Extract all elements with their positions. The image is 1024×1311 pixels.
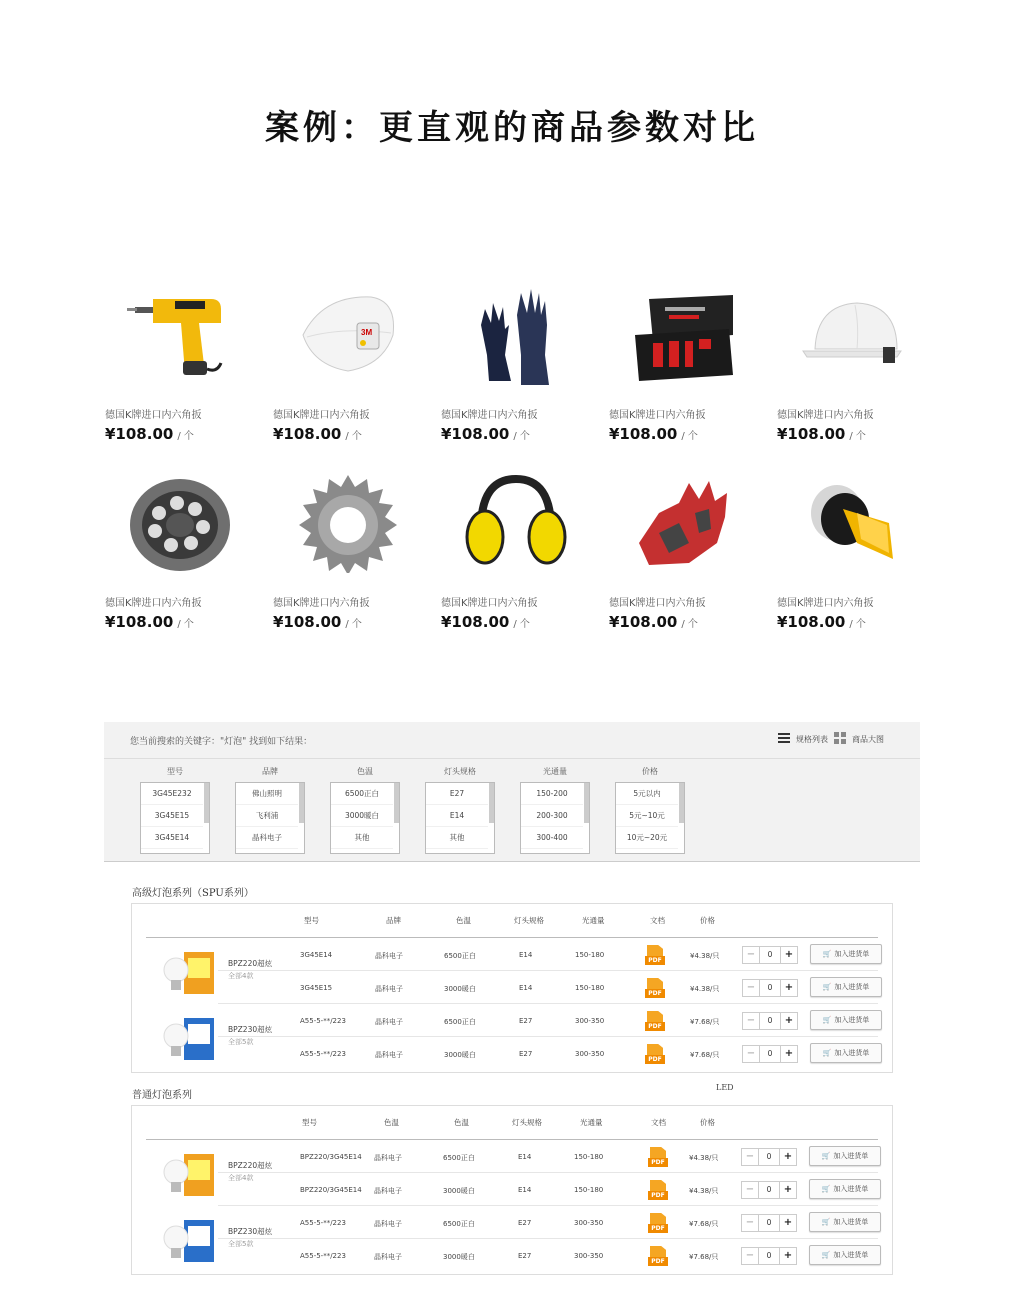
product-group-name: BPZ230超炫 bbox=[228, 1227, 273, 1236]
quantity-stepper[interactable] bbox=[741, 1247, 797, 1265]
decrement-button[interactable]: − bbox=[743, 947, 760, 963]
cell-brand: 晶科电子 bbox=[374, 1187, 402, 1195]
cell-brand: 晶科电子 bbox=[375, 1018, 403, 1026]
product-row bbox=[100, 280, 940, 468]
table-header bbox=[146, 904, 878, 938]
filter-option[interactable]: 300-400 bbox=[521, 827, 583, 849]
work-gloves-icon bbox=[451, 280, 581, 390]
quantity-stepper[interactable] bbox=[742, 946, 798, 964]
filter-scrollbar[interactable] bbox=[204, 783, 209, 823]
product-name: 德国K牌进口内六角扳 bbox=[273, 598, 370, 609]
search-filter-panel bbox=[104, 722, 920, 862]
add-to-cart-button[interactable]: 🛒 加入进货单 bbox=[809, 1179, 881, 1199]
cell-color-temp: 3000暖白 bbox=[443, 1253, 475, 1261]
product-card[interactable] bbox=[772, 468, 940, 656]
product-card[interactable] bbox=[772, 280, 940, 468]
product-group-count[interactable]: 全部4款 bbox=[228, 972, 254, 980]
cell-base: E14 bbox=[519, 951, 533, 959]
cell-color-temp: 6500正白 bbox=[443, 1220, 475, 1228]
cell-price: ¥4.38/只 bbox=[689, 1187, 719, 1195]
cart-icon: 🛒 bbox=[821, 1185, 831, 1193]
filter-option[interactable]: 佛山照明 bbox=[236, 783, 298, 805]
pdf-icon[interactable]: PDF bbox=[648, 1213, 668, 1233]
pdf-icon[interactable]: PDF bbox=[648, 1147, 668, 1167]
increment-button[interactable]: + bbox=[780, 980, 797, 996]
filter-option[interactable]: 200-300 bbox=[521, 805, 583, 827]
product-card[interactable] bbox=[268, 280, 436, 468]
filter-option[interactable]: 6500正白 bbox=[331, 783, 393, 805]
product-group-name: BPZ220超炫 bbox=[228, 1161, 273, 1170]
increment-button[interactable]: + bbox=[779, 1248, 796, 1264]
filter-scrollbar[interactable] bbox=[394, 783, 399, 823]
filter-scrollbar[interactable] bbox=[679, 783, 684, 823]
filter-color-temp bbox=[330, 766, 400, 854]
col-header: 光通量 bbox=[580, 1118, 603, 1127]
product-name: 德国K牌进口内六角扳 bbox=[777, 598, 874, 609]
cell-price: ¥7.68/只 bbox=[690, 1051, 720, 1059]
cell-lumen: 150-180 bbox=[575, 951, 605, 959]
col-header: 色温 bbox=[456, 916, 471, 925]
filter-option[interactable]: E27 bbox=[426, 783, 488, 805]
cell-brand: 晶科电子 bbox=[374, 1253, 402, 1261]
cell-brand: 晶科电子 bbox=[375, 952, 403, 960]
cart-icon: 🛒 bbox=[822, 983, 832, 991]
filter-label: 色温 bbox=[357, 767, 373, 776]
product-price: ¥108.00 / 个 bbox=[273, 613, 362, 631]
quantity-stepper[interactable] bbox=[742, 1045, 798, 1063]
col-header: 价格 bbox=[700, 916, 715, 925]
product-card[interactable] bbox=[268, 468, 436, 656]
filter-brand bbox=[235, 766, 305, 854]
pdf-icon[interactable]: PDF bbox=[645, 1011, 665, 1031]
spec-table-premium bbox=[131, 903, 893, 1073]
quantity-value[interactable]: 0 bbox=[767, 1049, 773, 1058]
filter-option[interactable]: 3G45E14 bbox=[141, 827, 203, 849]
quantity-stepper[interactable] bbox=[741, 1181, 797, 1199]
product-price: ¥108.00 / 个 bbox=[609, 613, 698, 631]
table-row bbox=[132, 1173, 892, 1206]
pdf-icon[interactable]: PDF bbox=[648, 1246, 668, 1266]
product-price: ¥108.00 / 个 bbox=[777, 613, 866, 631]
cell-model: A55-5-**/223 bbox=[300, 1252, 346, 1260]
filter-label: 型号 bbox=[167, 767, 183, 776]
cell-price: ¥7.68/只 bbox=[690, 1018, 720, 1026]
product-name: 德国K牌进口内六角扳 bbox=[105, 598, 202, 609]
increment-button[interactable]: + bbox=[779, 1215, 796, 1231]
col-header: 光通量 bbox=[582, 916, 605, 925]
product-price: ¥108.00 / 个 bbox=[273, 425, 362, 443]
add-to-cart-button[interactable]: 🛒 加入进货单 bbox=[810, 977, 882, 997]
cell-color-temp: 6500正白 bbox=[443, 1154, 475, 1162]
cell-lumen: 300-350 bbox=[575, 1050, 605, 1058]
filter-scrollbar[interactable] bbox=[584, 783, 589, 823]
product-group-count[interactable]: 全部5款 bbox=[228, 1240, 254, 1248]
filter-scrollbar[interactable] bbox=[489, 783, 494, 823]
list-view-icon[interactable] bbox=[778, 733, 790, 745]
filter-option[interactable]: 150-200 bbox=[521, 783, 583, 805]
cart-icon: 🛒 bbox=[822, 1016, 832, 1024]
cell-base: E27 bbox=[518, 1219, 532, 1227]
product-row bbox=[100, 468, 940, 656]
quantity-value[interactable]: 0 bbox=[766, 1152, 772, 1161]
spec-table-standard bbox=[131, 1105, 893, 1275]
add-to-cart-button[interactable]: 🛒 加入进货单 bbox=[810, 944, 882, 964]
cell-lumen: 150-180 bbox=[574, 1153, 604, 1161]
increment-button[interactable]: + bbox=[780, 1046, 797, 1062]
view-grid-button[interactable]: 商品大图 bbox=[852, 734, 884, 744]
filter-options[interactable] bbox=[425, 782, 495, 854]
product-grid bbox=[100, 280, 940, 656]
table-header bbox=[146, 1106, 878, 1140]
filter-option[interactable]: E14 bbox=[426, 805, 488, 827]
filter-option[interactable]: 飞利浦 bbox=[236, 805, 298, 827]
decrement-button[interactable]: − bbox=[742, 1182, 759, 1198]
decrement-button[interactable]: − bbox=[742, 1149, 759, 1165]
filter-base bbox=[425, 766, 495, 854]
quantity-value[interactable]: 0 bbox=[766, 1251, 772, 1260]
table-row bbox=[132, 1140, 892, 1173]
col-header: 型号 bbox=[302, 1118, 317, 1127]
cell-price: ¥4.38/只 bbox=[689, 1154, 719, 1162]
cell-lumen: 150-180 bbox=[575, 984, 605, 992]
cell-brand: 晶科电子 bbox=[374, 1220, 402, 1228]
pdf-icon[interactable]: PDF bbox=[645, 1044, 665, 1064]
product-group-name: BPZ230超炫 bbox=[228, 1025, 273, 1034]
svg-text:3M: 3M bbox=[361, 328, 373, 337]
cell-base: E27 bbox=[518, 1252, 532, 1260]
filter-options[interactable] bbox=[235, 782, 305, 854]
cell-model: 3G45E15 bbox=[300, 984, 333, 992]
quantity-stepper[interactable] bbox=[742, 979, 798, 997]
filter-option[interactable]: 5元以内 bbox=[616, 783, 678, 805]
decrement-button[interactable]: − bbox=[743, 1046, 760, 1062]
add-to-cart-button[interactable]: 🛒 加入进货单 bbox=[809, 1146, 881, 1166]
respirator-mask-icon bbox=[283, 280, 413, 390]
ball-bearing-icon bbox=[115, 468, 245, 578]
table-row bbox=[132, 1239, 892, 1272]
filter-option[interactable]: 晶科电子 bbox=[236, 827, 298, 849]
cell-base: E14 bbox=[518, 1153, 532, 1161]
selector-switch-icon bbox=[787, 468, 917, 578]
product-card[interactable] bbox=[100, 280, 268, 468]
mechanic-gloves-icon bbox=[619, 468, 749, 578]
cell-model: A55-5-**/223 bbox=[300, 1219, 346, 1227]
table-row bbox=[132, 1206, 892, 1239]
cart-icon: 🛒 bbox=[822, 1049, 832, 1057]
decrement-button[interactable]: − bbox=[742, 1215, 759, 1231]
cell-base: E14 bbox=[519, 984, 533, 992]
view-switcher bbox=[778, 732, 884, 746]
pdf-icon[interactable]: PDF bbox=[648, 1180, 668, 1200]
table-body bbox=[132, 1140, 892, 1274]
increment-button[interactable]: + bbox=[780, 947, 797, 963]
add-to-cart-button[interactable]: 🛒 加入进货单 bbox=[809, 1245, 881, 1265]
filter-list bbox=[140, 766, 685, 854]
cart-icon: 🛒 bbox=[821, 1218, 831, 1226]
page-title: 案例：更直观的商品参数对比 bbox=[265, 108, 759, 148]
filter-option[interactable]: 5元~10元 bbox=[616, 805, 678, 827]
saw-blade-icon bbox=[283, 468, 413, 578]
led-label: LED bbox=[716, 1083, 734, 1092]
product-price: ¥108.00 / 个 bbox=[105, 613, 194, 631]
cell-color-temp: 3000暖白 bbox=[443, 1187, 475, 1195]
increment-button[interactable]: + bbox=[779, 1149, 796, 1165]
filter-model bbox=[140, 766, 210, 854]
product-name: 德国K牌进口内六角扳 bbox=[609, 410, 706, 421]
quantity-value[interactable]: 0 bbox=[767, 983, 773, 992]
cell-base: E14 bbox=[518, 1186, 532, 1194]
product-group-name: BPZ220超炫 bbox=[228, 959, 273, 968]
product-price: ¥108.00 / 个 bbox=[441, 425, 530, 443]
quantity-stepper[interactable] bbox=[741, 1214, 797, 1232]
cell-brand: 晶科电子 bbox=[374, 1154, 402, 1162]
table-body bbox=[132, 938, 892, 1072]
product-price: ¥108.00 / 个 bbox=[777, 425, 866, 443]
cell-price: ¥4.38/只 bbox=[690, 952, 720, 960]
product-price: ¥108.00 / 个 bbox=[609, 425, 698, 443]
filter-option[interactable]: 其他 bbox=[426, 827, 488, 849]
filter-price bbox=[615, 766, 685, 854]
filter-label: 光通量 bbox=[543, 767, 567, 776]
filter-option[interactable]: 10元~20元 bbox=[616, 827, 678, 849]
product-group-count[interactable]: 全部5款 bbox=[228, 1038, 254, 1046]
product-name: 德国K牌进口内六角扳 bbox=[609, 598, 706, 609]
filter-lumen bbox=[520, 766, 590, 854]
cell-model: A55-5-**/223 bbox=[300, 1050, 346, 1058]
col-header: 灯头规格 bbox=[512, 1118, 542, 1127]
filter-options[interactable] bbox=[615, 782, 685, 854]
table-row bbox=[132, 938, 892, 971]
cell-lumen: 300-350 bbox=[574, 1219, 604, 1227]
product-name: 德国K牌进口内六角扳 bbox=[777, 410, 874, 421]
pdf-icon[interactable]: PDF bbox=[645, 945, 665, 965]
quantity-value[interactable]: 0 bbox=[767, 1016, 773, 1025]
cell-price: ¥7.68/只 bbox=[689, 1253, 719, 1261]
add-to-cart-button[interactable]: 🛒 加入进货单 bbox=[810, 1043, 882, 1063]
panel-divider bbox=[104, 758, 920, 759]
product-name: 德国K牌进口内六角扳 bbox=[105, 410, 202, 421]
grid-view-icon[interactable] bbox=[834, 732, 846, 746]
product-card[interactable] bbox=[100, 468, 268, 656]
decrement-button[interactable]: − bbox=[742, 1248, 759, 1264]
cell-model: 3G45E14 bbox=[300, 951, 333, 959]
col-header: 型号 bbox=[304, 916, 319, 925]
quantity-value[interactable]: 0 bbox=[766, 1218, 772, 1227]
search-keyword-text: 您当前搜索的关键字："灯泡" 找到如下结果： bbox=[130, 737, 313, 747]
col-header: 文档 bbox=[650, 916, 665, 925]
product-card[interactable] bbox=[436, 468, 604, 656]
cell-brand: 晶科电子 bbox=[375, 1051, 403, 1059]
table-row bbox=[132, 971, 892, 1004]
product-price: ¥108.00 / 个 bbox=[105, 425, 194, 443]
cell-base: E27 bbox=[519, 1050, 533, 1058]
product-name: 德国K牌进口内六角扳 bbox=[441, 410, 538, 421]
col-header: 灯头规格 bbox=[514, 916, 544, 925]
filter-label: 灯头规格 bbox=[444, 767, 476, 776]
cell-model: BPZ220/3G45E14 bbox=[300, 1153, 362, 1161]
quantity-stepper[interactable] bbox=[741, 1148, 797, 1166]
product-name: 德国K牌进口内六角扳 bbox=[441, 598, 538, 609]
col-header: 价格 bbox=[700, 1118, 715, 1127]
filter-option[interactable]: 3G45E15 bbox=[141, 805, 203, 827]
add-to-cart-button[interactable]: 🛒 加入进货单 bbox=[809, 1212, 881, 1232]
drill-icon bbox=[115, 280, 245, 390]
cell-color-temp: 3000暖白 bbox=[444, 985, 476, 993]
col-header: 色温 bbox=[454, 1118, 469, 1127]
cell-base: E27 bbox=[519, 1017, 533, 1025]
decrement-button[interactable]: − bbox=[743, 980, 760, 996]
col-header: 色温 bbox=[384, 1118, 399, 1127]
product-card[interactable] bbox=[604, 280, 772, 468]
quantity-value[interactable]: 0 bbox=[766, 1185, 772, 1194]
cart-icon: 🛒 bbox=[821, 1251, 831, 1259]
filter-options[interactable] bbox=[140, 782, 210, 854]
cell-color-temp: 6500正白 bbox=[444, 952, 476, 960]
col-header: 文档 bbox=[651, 1118, 666, 1127]
hard-hat-icon bbox=[787, 280, 917, 390]
product-name: 德国K牌进口内六角扳 bbox=[273, 410, 370, 421]
filter-label: 品牌 bbox=[262, 767, 278, 776]
view-list-button[interactable]: 规格列表 bbox=[796, 734, 828, 744]
cart-icon: 🛒 bbox=[822, 950, 832, 958]
quantity-value[interactable]: 0 bbox=[767, 950, 773, 959]
section-title: 普通灯泡系列 bbox=[132, 1090, 192, 1101]
cart-icon: 🛒 bbox=[821, 1152, 831, 1160]
cell-price: ¥7.68/只 bbox=[689, 1220, 719, 1228]
table-row bbox=[132, 1037, 892, 1070]
earmuffs-icon bbox=[451, 468, 581, 578]
filter-label: 价格 bbox=[642, 767, 658, 776]
filter-option[interactable]: 其他 bbox=[331, 827, 393, 849]
table-row bbox=[132, 1004, 892, 1037]
filter-options[interactable] bbox=[330, 782, 400, 854]
cell-color-temp: 6500正白 bbox=[444, 1018, 476, 1026]
cell-brand: 晶科电子 bbox=[375, 985, 403, 993]
product-card[interactable] bbox=[604, 468, 772, 656]
cell-lumen: 150-180 bbox=[574, 1186, 604, 1194]
increment-button[interactable]: + bbox=[779, 1182, 796, 1198]
cell-color-temp: 3000暖白 bbox=[444, 1051, 476, 1059]
add-to-cart-button[interactable]: 🛒 加入进货单 bbox=[810, 1010, 882, 1030]
cell-price: ¥4.38/只 bbox=[690, 985, 720, 993]
product-price: ¥108.00 / 个 bbox=[441, 613, 530, 631]
section-title: 高级灯泡系列（SPU系列） bbox=[132, 888, 254, 899]
filter-options[interactable] bbox=[520, 782, 590, 854]
quantity-stepper[interactable] bbox=[742, 1012, 798, 1030]
product-card[interactable] bbox=[436, 280, 604, 468]
filter-option[interactable]: 3000暖白 bbox=[331, 805, 393, 827]
cell-lumen: 300-350 bbox=[575, 1017, 605, 1025]
filter-scrollbar[interactable] bbox=[299, 783, 304, 823]
tool-kit-icon bbox=[619, 280, 749, 390]
product-group-count[interactable]: 全部4款 bbox=[228, 1174, 254, 1182]
cell-model: BPZ220/3G45E14 bbox=[300, 1186, 362, 1194]
pdf-icon[interactable]: PDF bbox=[645, 978, 665, 998]
filter-option[interactable]: 3G45E232 bbox=[141, 783, 203, 805]
cell-model: A55-5-**/223 bbox=[300, 1017, 346, 1025]
col-header: 品牌 bbox=[386, 916, 401, 925]
increment-button[interactable]: + bbox=[780, 1013, 797, 1029]
decrement-button[interactable]: − bbox=[743, 1013, 760, 1029]
cell-lumen: 300-350 bbox=[574, 1252, 604, 1260]
